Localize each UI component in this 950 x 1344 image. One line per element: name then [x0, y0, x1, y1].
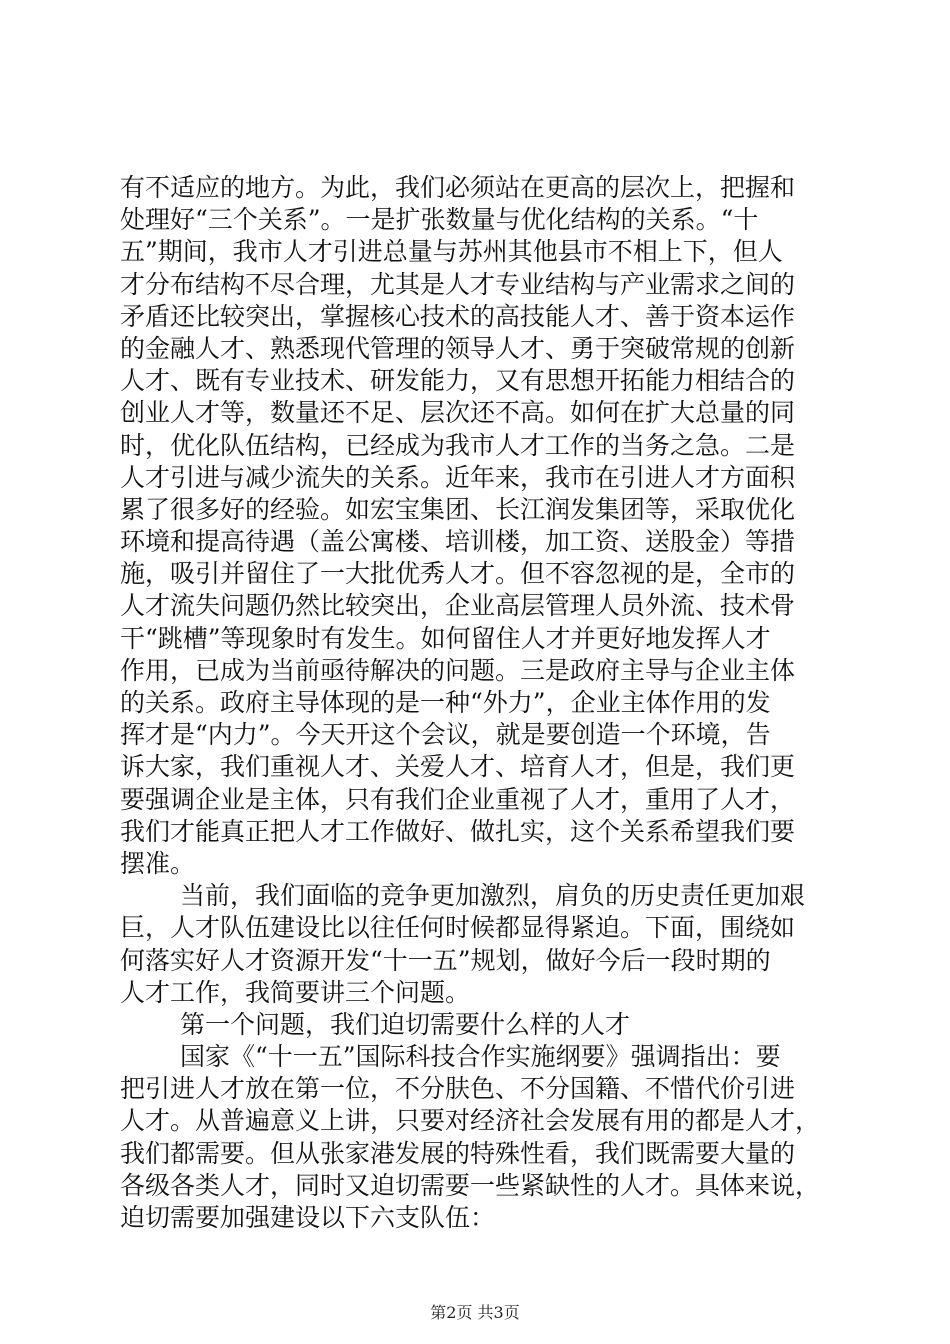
text-line: 国家《“十一五”国际科技合作实施纲要》强调指出：要: [180, 1042, 781, 1072]
text-line: 各级各类人才，同时又迫切需要一些紧缺性的人才。具体来说，: [120, 1170, 821, 1200]
text-line: 挥才是“内力”。今天开这个会议，就是要创造一个环境，告: [120, 720, 771, 750]
text-line: 累了很多好的经验。如宏宝集团、长江润发集团等，采取优化: [120, 494, 796, 524]
text-line: 创业人才等，数量还不足、层次还不高。如何在扩大总量的同: [120, 398, 796, 428]
text-line: 五”期间，我市人才引进总量与苏州其他县市不相上下，但人: [120, 237, 783, 267]
text-line: 第一个问题，我们迫切需要什么样的人才: [180, 1009, 631, 1039]
text-line: 人才、既有专业技术、研发能力，又有思想开拓能力相结合的: [120, 366, 796, 396]
text-line: 摆准。: [120, 848, 196, 878]
text-line: 干“跳槽”等现象时有发生。如何留住人才并更好地发挥人才: [120, 623, 771, 653]
paragraph-national-outline: [120, 1041, 840, 1234]
text-line: 时，优化队伍结构，已经成为我市人才工作的当务之急。二是: [120, 430, 796, 460]
text-line: 当前，我们面临的竞争更加激烈，肩负的历史责任更加艰: [180, 881, 806, 911]
text-line: 诉大家，我们重视人才、关爱人才、培育人才，但是，我们更: [120, 752, 796, 782]
text-line: 要强调企业是主体，只有我们企业重视了人才，重用了人才，: [120, 784, 796, 814]
text-line: 的金融人才、熟悉现代管理的领导人才、勇于突破常规的创新: [120, 333, 796, 363]
text-line: 人才引进与减少流失的关系。近年来，我市在引进人才方面积: [120, 462, 796, 492]
page-number-footer: 第2页 共3页: [430, 1303, 520, 1322]
text-line: 人才流失问题仍然比较突出，企业高层管理人员外流、技术骨: [120, 591, 796, 621]
text-line: 矛盾还比较突出，掌握核心技术的高技能人才、善于资本运作: [120, 301, 796, 331]
text-line: 何落实好人才资源开发“十一五”规划，做好今后一段时期的: [120, 945, 771, 975]
text-line: 人才。从普遍意义上讲，只要对经济社会发展有用的都是人才，: [120, 1106, 821, 1136]
text-line: 人才工作，我简要讲三个问题。: [120, 977, 471, 1007]
text-line: 作用，已成为当前亟待解决的问题。三是政府主导与企业主体: [120, 655, 796, 685]
text-line: 环境和提高待遇（盖公寓楼、培训楼，加工资、送股金）等措: [120, 527, 796, 557]
text-line: 有不适应的地方。为此，我们必须站在更高的层次上，把握和: [120, 173, 796, 202]
paragraph-current-situation: [120, 880, 840, 1009]
document-body: [120, 172, 840, 1234]
text-line: 我们都需要。但从张家港发展的特殊性看，我们既需要大量的: [120, 1138, 796, 1168]
text-line: 施，吸引并留住了一大批优秀人才。但不容忽视的是，全市的: [120, 559, 796, 589]
text-line: 处理好“三个关系”。一是扩张数量与优化结构的关系。“十: [120, 205, 759, 235]
text-line: 巨，人才队伍建设比以往任何时候都显得紧迫。下面，围绕如: [120, 913, 796, 943]
text-line: 我们才能真正把人才工作做好、做扎实，这个关系希望我们要: [120, 816, 796, 846]
text-line: 才分布结构不尽合理，尤其是人才专业结构与产业需求之间的: [120, 269, 796, 299]
text-line: 把引进人才放在第一位，不分肤色、不分国籍、不惜代价引进: [120, 1074, 796, 1104]
text-line: 的关系。政府主导体现的是一种“外力”，企业主体作用的发: [120, 688, 771, 717]
text-line: 迫切需要加强建设以下六支队伍：: [120, 1203, 496, 1232]
paragraph-three-relations: [120, 172, 840, 880]
section-heading: [120, 1009, 840, 1041]
